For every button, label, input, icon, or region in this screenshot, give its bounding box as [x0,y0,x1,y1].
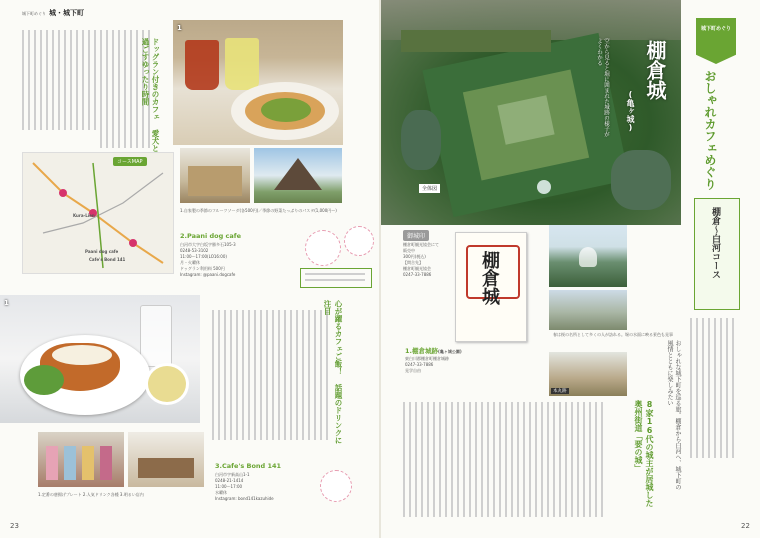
map-roads [23,153,173,273]
photo-caption: 春は桜の名所として多くの人が訪れる。堀の水面に映る景色も見事 [553,332,673,337]
honmaru-badge: 本丸跡 [553,389,567,394]
page-number-right: 22 [741,522,750,530]
caption-1: 1.自家製の季節のフルーツソーダ(各500円)／季節の野菜たっぷりのパスタ(1,000円〜) [180,208,337,213]
cafe-interior-photo [180,148,250,203]
left-page [0,0,379,538]
fountain-photo [549,225,627,287]
header-title: 城・城下町 [49,9,84,17]
side-tag: 城下町めぐり [700,26,731,32]
goshuin-card [455,232,527,342]
photo-note: 空から見ると堀に囲まれた城跡の様子がよくわかる [596,38,609,137]
interior-photo [128,432,204,487]
sidebar-flag [696,18,736,64]
catch-heading: 心が躍るカフェご飯！ 話題のドリンクに注目 [323,300,343,444]
lead-heading: 8家16代の城主が居城した 奥州街道「要の城」 [634,400,654,507]
sidebar-text [690,318,734,458]
shop3-title: 3.Cafe's Bond 141 [215,462,282,470]
caption-2: 1.定番の唐揚げプレート 2.人気ドリンク各種 3.明るい店内 [38,492,144,497]
castle-moat-photo [549,290,627,330]
course-name: 棚倉〜白河コース [710,207,720,279]
map-label-paani: Paani dog cafe [85,249,119,254]
map-label-kuralien: Kura-Lien [73,213,95,218]
body-text-columns-3 [212,310,328,440]
lead-text: おしゃれな城下町を巡る旅。棚倉から白河へ、城下町の風情とともに楽しみたい [666,340,681,490]
course-box [694,198,740,310]
goshuin-label: 御城印 [403,230,429,241]
map-label-bond: Cafe's Bond 141 [89,257,126,262]
cafe-food-photo: 1 [173,20,343,145]
right-page [381,0,760,538]
menu-stamp [344,226,374,256]
honmaru-photo [549,352,627,396]
shop2-title: 2.Paani dog cafe [180,232,241,240]
cafe-exterior-photo [254,148,342,203]
drinks-photo [38,432,124,487]
spot1-title: 1.棚倉城跡(亀ヶ城公園) [405,347,462,355]
aerial-badge: 全体図 [419,184,440,193]
cafe-heading: ドッグラン付きのカフェ 愛犬と過ごすゆったり時間 [141,38,160,152]
course-map [22,152,174,274]
shop2-note-box [300,268,372,288]
shop3-info: 白河市字新高山1-1 0248-21-1414 11:00〜17:00 水曜休 Instagram: bond141kazuhide [215,472,274,501]
page-number-left: 23 [10,522,19,530]
body-text-columns-right [403,402,603,517]
header-small: 城下町めぐり [22,11,46,16]
shop3-stamp [320,470,352,502]
castle-subtitle: (亀ヶ城) [626,90,635,132]
karaage-plate-photo: 1 [0,295,200,423]
feature-sidebar [684,18,746,488]
side-title: おしゃれカフェめぐり [703,70,717,190]
spot1-info: 東白川郡棚倉町棚倉城跡 0247-33-7886 見学自由 [405,356,449,373]
page-header [22,8,84,18]
map-title: コースMAP [113,157,147,166]
castle-title: 棚倉城 [643,40,667,100]
goshuin-info: 棚倉町観光協会にて販売中 300円(税込) 【問合先】 棚倉町観光協会 0247-33-7886 [403,242,439,277]
goshuin-text: 棚倉城 [479,251,500,305]
dog-stamp [305,230,341,266]
shop2-info: 白河市大字白坂字勝多石105-3 0248-53-3102 11:00〜17:00(LO16:00) 月・火曜休 ドッグラン利用料 500円 Instagram: @paani.dogcafe [180,242,236,277]
